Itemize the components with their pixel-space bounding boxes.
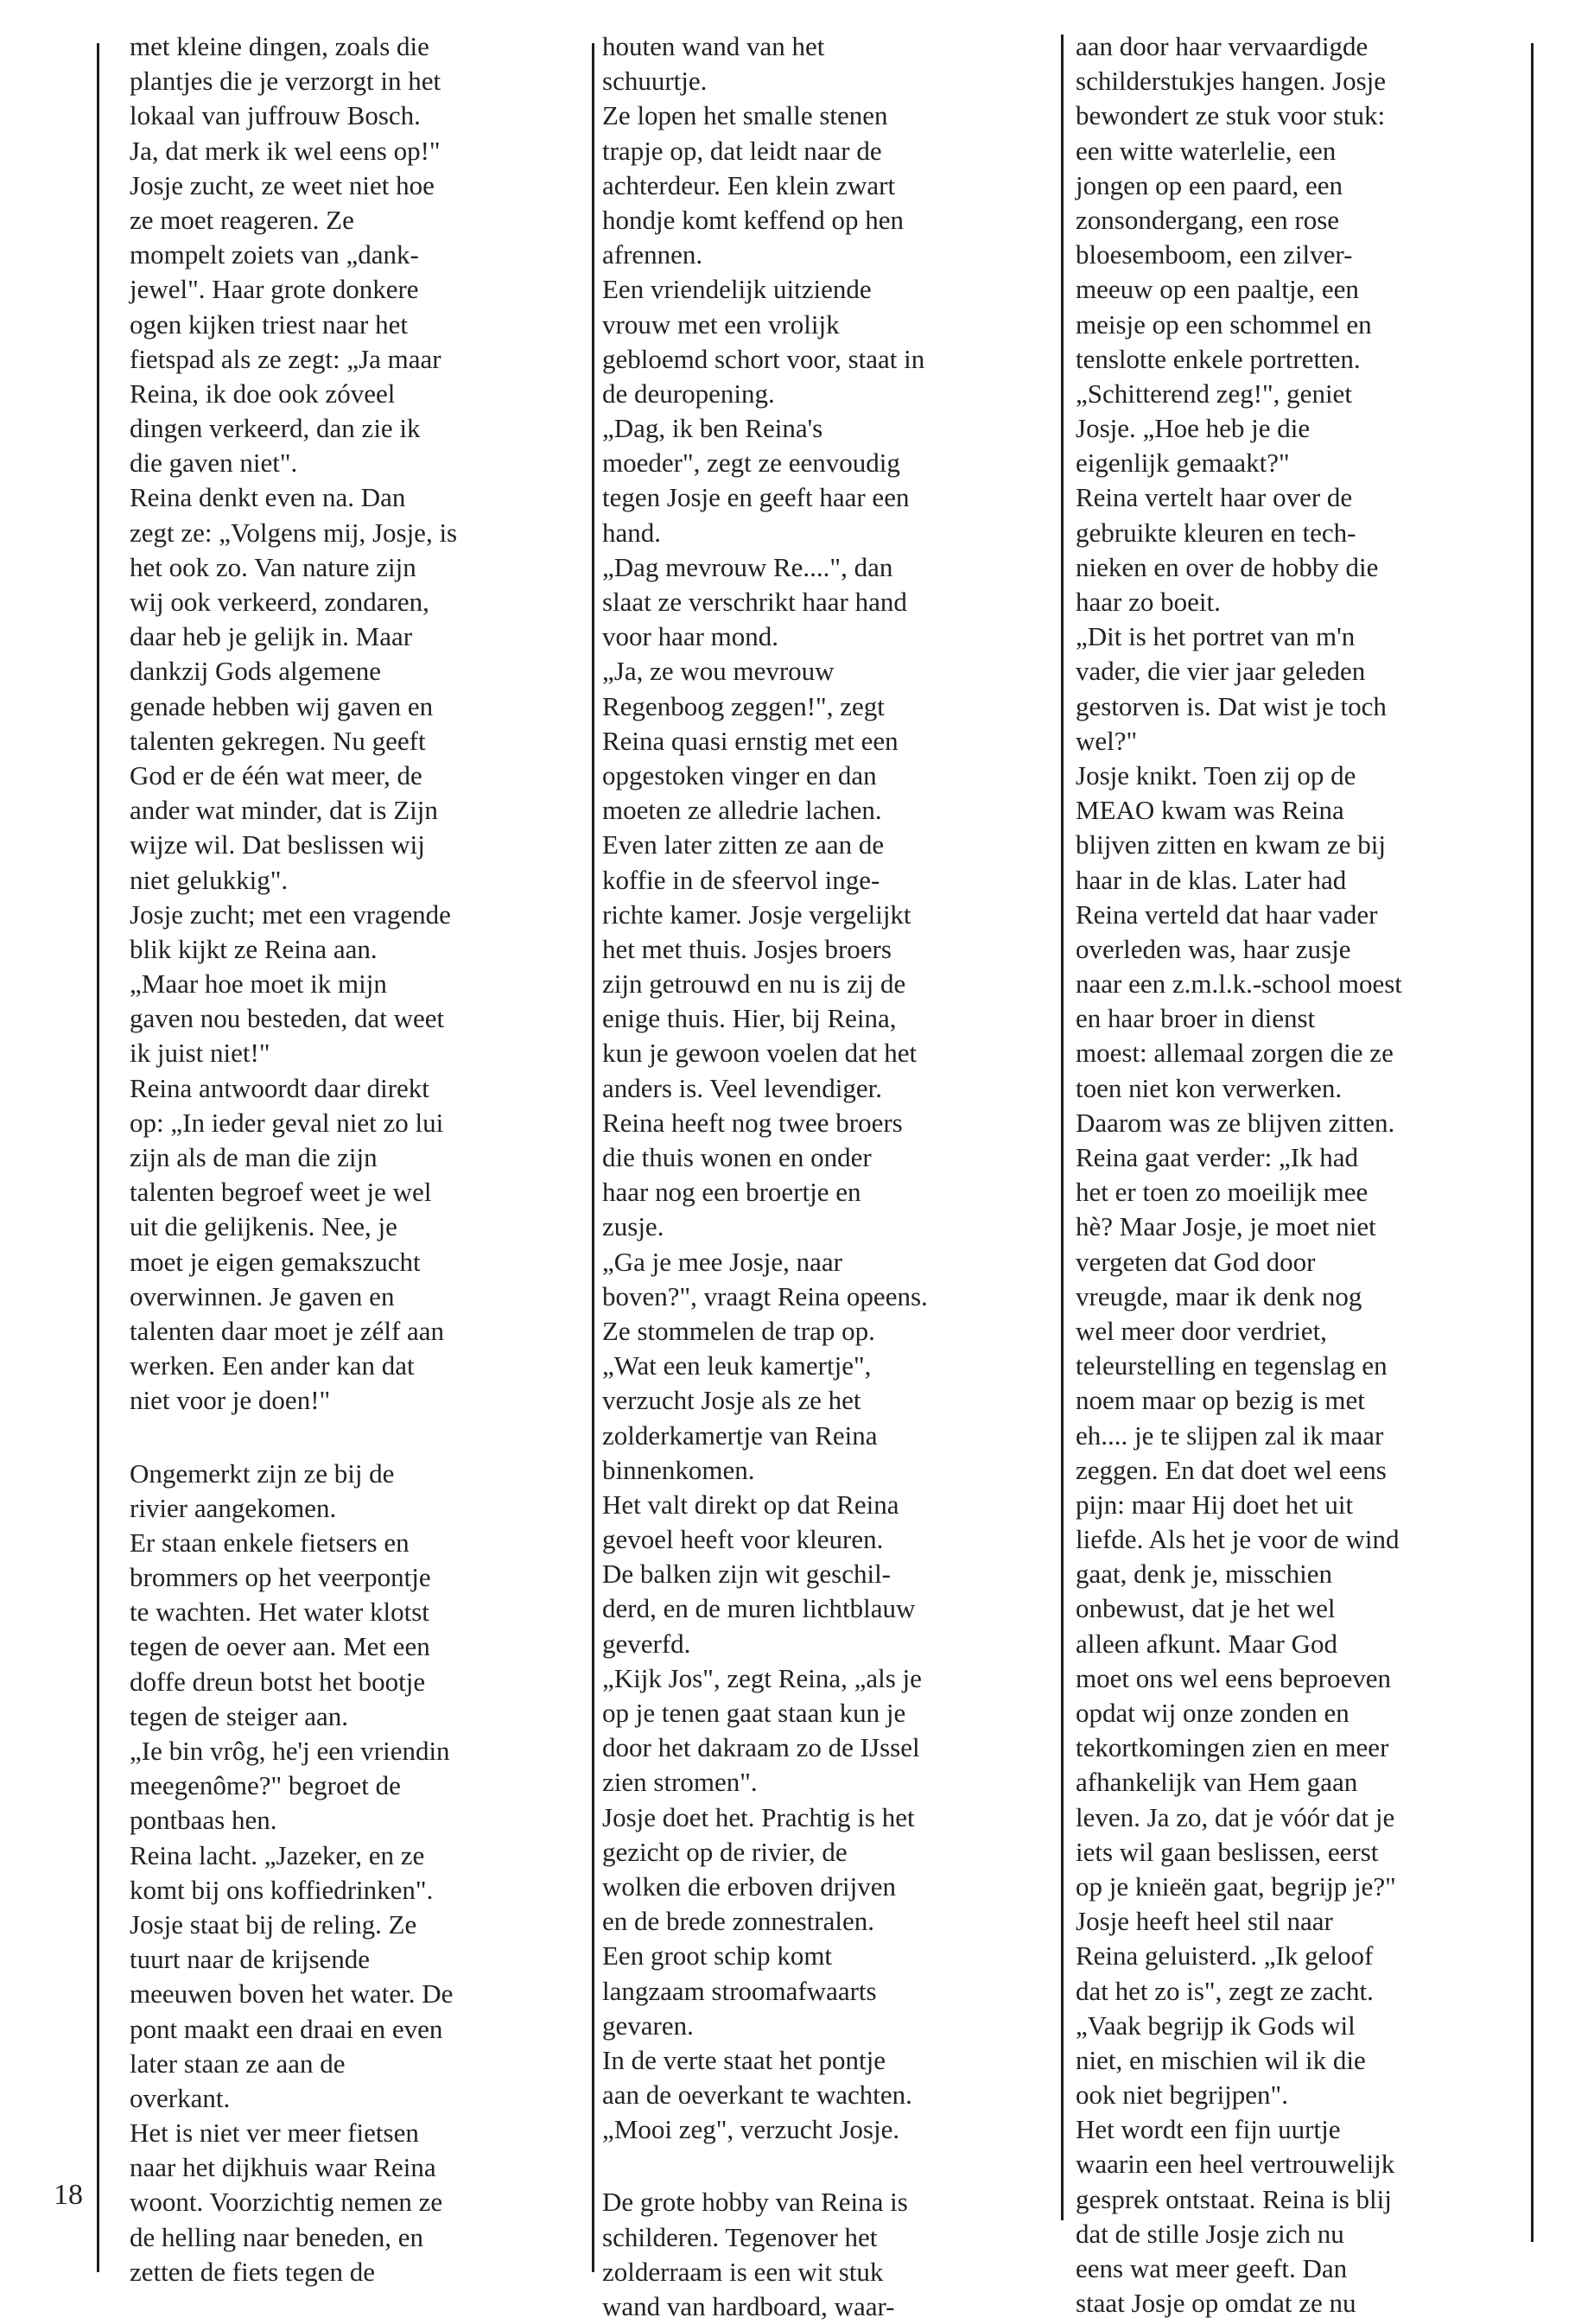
text-line: opgestoken vinger en dan <box>602 759 877 791</box>
text-line: zeggen. En dat doet wel eens <box>1076 1454 1387 1485</box>
text-line: Reina heeft nog twee broers <box>602 1107 903 1138</box>
text-line: Reina, ik doe ook zóveel <box>130 378 396 409</box>
text-column-3 <box>1076 29 1542 2321</box>
text-line: Josje zucht; met een vragende <box>130 898 451 930</box>
text-line: gebruikte kleuren en tech- <box>1076 517 1356 548</box>
text-line: nieken en over de hobby die <box>1076 551 1379 582</box>
text-line: wijze wil. Dat beslissen wij <box>130 829 425 860</box>
text-line: Josje staat bij de reling. Ze <box>130 1908 417 1940</box>
text-line: eh.... je te slijpen zal ik maar <box>1076 1419 1384 1451</box>
text-line: Even later zitten ze aan de <box>602 829 885 860</box>
text-line: overkant. <box>130 2082 231 2113</box>
text-line: niet, en mischien wil ik die <box>1076 2044 1366 2075</box>
text-line: blijven zitten en kwam ze bij <box>1076 829 1386 860</box>
text-line: op je tenen gaat staan kun je <box>602 1698 906 1728</box>
text-line: zonsondergang, een rose <box>1076 204 1340 235</box>
text-line: de deuropening. <box>602 378 775 409</box>
text-line: woont. Voorzichtig nemen ze <box>130 2187 443 2218</box>
text-line: moeten ze alledrie lachen. <box>602 795 882 826</box>
text-line: dat de stille Josje zich nu <box>1076 2218 1344 2249</box>
text-line: schilderstukjes hangen. Josje <box>1076 66 1387 97</box>
text-line: pont maakt een draai en even <box>130 2013 443 2044</box>
text-line: bewondert ze stuk voor stuk: <box>1076 100 1386 131</box>
text-line: boven?", vraagt Reina opeens. <box>602 1280 928 1311</box>
text-line: Josje zucht, ze weet niet hoe <box>130 169 435 200</box>
text-line: hondje komt keffend op hen <box>602 204 904 235</box>
text-line: „Dit is het portret van m'n <box>1076 621 1356 652</box>
text-line: die thuis wonen en onder <box>602 1142 872 1172</box>
text-line: kun je gewoon voelen dat het <box>602 1038 918 1069</box>
text-line: tenslotte enkele portretten. <box>1076 343 1361 374</box>
text-line: eigenlijk gemaakt?" <box>1076 448 1290 479</box>
text-line: werken. Een ander kan dat <box>130 1350 415 1381</box>
text-line: vreugde, maar ik denk nog <box>1076 1280 1362 1311</box>
text-line: derd, en de muren lichtblauw <box>602 1593 916 1624</box>
text-line: jongen op een paard, een <box>1076 169 1343 200</box>
text-line: waarin een heel vertrouwelijk <box>1076 2149 1395 2180</box>
text-line: zolderkamertje van Reina <box>602 1419 878 1451</box>
text-line: opdat wij onze zonden en <box>1076 1698 1350 1728</box>
text-line: zusje. <box>602 1211 664 1242</box>
text-line: doffe dreun botst het bootje <box>130 1666 426 1697</box>
text-line: noem maar op bezig is met <box>1076 1385 1365 1416</box>
text-line: zien stromen". <box>602 1767 758 1798</box>
text-line: teleurstelling en tegenslag en <box>1076 1350 1388 1381</box>
text-line: moet je eigen gemakszucht <box>130 1246 421 1277</box>
text-line: en de brede zonnestralen. <box>602 1906 875 1937</box>
text-line: Een vriendelijk uitziende <box>602 274 872 305</box>
text-line: enige thuis. Hier, bij Reina, <box>602 1003 897 1034</box>
text-line: „Mooi zeg", verzucht Josje. <box>602 2114 900 2145</box>
text-line: langzaam stroomafwaarts <box>602 1975 877 2006</box>
text-line: Reina denkt even na. Dan <box>130 482 406 513</box>
text-line: Reina antwoordt daar direkt <box>130 1072 429 1103</box>
text-line: zegt ze: „Volgens mij, Josje, is <box>130 517 458 548</box>
text-line: talenten begroef weet je wel <box>130 1177 432 1208</box>
page-number: 18 <box>54 2179 83 2211</box>
column-rule-left <box>97 43 99 2272</box>
text-line: pijn: maar Hij doet het uit <box>1076 1489 1354 1520</box>
text-line: gesprek ontstaat. Reina is blij <box>1076 2183 1392 2214</box>
text-line: ogen kijken triest naar het <box>130 308 408 340</box>
text-line: Ze lopen het smalle stenen <box>602 100 888 131</box>
text-line: naar een z.m.l.k.-school moest <box>1076 968 1402 1000</box>
text-line: God er de één wat meer, de <box>130 759 422 791</box>
text-line: dat het zo is", zegt ze zacht. <box>1076 1975 1374 2006</box>
text-line: fietspad als ze zegt: „Ja maar <box>130 343 441 374</box>
text-line: aan de oeverkant te wachten. <box>602 2080 912 2111</box>
text-line: alleen afkunt. Maar God <box>1076 1628 1337 1659</box>
text-line: die gaven niet". <box>130 448 298 479</box>
text-line: wand van hardboard, waar- <box>602 2291 895 2321</box>
text-line: „Dag, ik ben Reina's <box>602 413 823 444</box>
text-line: meisje op een schommel en <box>1076 308 1372 340</box>
text-line: vergeten dat God door <box>1076 1246 1316 1277</box>
text-line: gevoel heeft voor kleuren. <box>602 1524 884 1555</box>
text-line: haar nog een broertje en <box>602 1177 861 1208</box>
text-line: haar in de klas. Later had <box>1076 864 1347 895</box>
text-line: Ongemerkt zijn ze bij de <box>130 1457 395 1489</box>
text-line: moet ons wel eens beproeven <box>1076 1662 1391 1693</box>
text-line: rivier aangekomen. <box>130 1492 337 1523</box>
text-line: „Ja, ze wou mevrouw <box>602 656 835 687</box>
text-line: verzucht Josje als ze het <box>602 1385 861 1416</box>
text-line: gezicht op de rivier, de <box>602 1836 848 1867</box>
text-line: tegen Josje en geeft haar een <box>602 482 910 513</box>
text-line: Het wordt een fijn uurtje <box>1076 2114 1341 2145</box>
text-line: dankzij Gods algemene <box>130 656 381 687</box>
text-line: staat Josje op omdat ze nu <box>1076 2288 1356 2319</box>
text-line: achterdeur. Een klein zwart <box>602 169 896 200</box>
text-line: haar zo boeit. <box>1076 587 1221 617</box>
text-line: met kleine dingen, zoals die <box>130 31 429 61</box>
text-line: talenten daar moet je zélf aan <box>130 1315 445 1346</box>
text-line: het er toen zo moeilijk mee <box>1076 1177 1369 1208</box>
text-line: „Vaak begrijp ik Gods wil <box>1076 2010 1356 2041</box>
text-line: Reina lacht. „Jazeker, en ze <box>130 1839 425 1870</box>
text-line: houten wand van het <box>602 31 825 61</box>
text-line: naar het dijkhuis waar Reina <box>130 2152 436 2183</box>
text-line: lokaal van juffrouw Bosch. <box>130 100 421 131</box>
text-line: hand. <box>602 517 662 548</box>
text-line: slaat ze verschrikt haar hand <box>602 587 907 617</box>
text-line: onbewust, dat je het wel <box>1076 1593 1336 1624</box>
column-rule-2 <box>1061 35 1064 2220</box>
text-line: jewel". Haar grote donkere <box>130 274 419 305</box>
text-line: tekortkomingen zien en meer <box>1076 1732 1389 1763</box>
text-line: pontbaas hen. <box>130 1805 277 1836</box>
text-line: plantjes die je verzorgt in het <box>130 66 441 97</box>
text-line: uit die gelijkenis. Nee, je <box>130 1211 397 1242</box>
text-line: Reina vertelt haar over de <box>1076 482 1353 513</box>
text-line: dingen verkeerd, dan zie ik <box>130 413 421 444</box>
text-line: ander wat minder, dat is Zijn <box>130 795 438 826</box>
text-line: wij ook verkeerd, zondaren, <box>130 587 429 617</box>
text-line: liefde. Als het je voor de wind <box>1076 1524 1400 1555</box>
text-line: eens wat meer geeft. Dan <box>1076 2253 1348 2283</box>
text-line: genade hebben wij gaven en <box>130 690 434 721</box>
text-line: op je knieën gaat, begrijp je?" <box>1076 1870 1396 1902</box>
text-line: op: „In ieder geval niet zo lui <box>130 1107 444 1138</box>
text-line: het met thuis. Josjes broers <box>602 933 892 964</box>
text-line: daar heb je gelijk in. Maar <box>130 621 413 652</box>
text-line: „Dag mevrouw Re....", dan <box>602 551 893 582</box>
text-line: ik juist niet!" <box>130 1038 270 1069</box>
text-line: meegenôme?" begroet de <box>130 1770 401 1801</box>
text-line: trapje op, dat leidt naar de <box>602 135 882 166</box>
text-line: bloesemboom, een zilver- <box>1076 239 1353 270</box>
text-line: koffie in de sfeervol inge- <box>602 864 880 895</box>
text-line: Josje heeft heel stil naar <box>1076 1906 1333 1937</box>
text-line: brommers op het veerpontje <box>130 1562 431 1593</box>
text-line: zolderraam is een wit stuk <box>602 2256 884 2287</box>
text-line: Reina gaat verder: „Ik had <box>1076 1142 1359 1172</box>
text-line: Josje. „Hoe heb je die <box>1076 413 1311 444</box>
text-line: gestorven is. Dat wist je toch <box>1076 690 1387 721</box>
text-line: wolken die erboven drijven <box>602 1870 897 1902</box>
text-line: gevaren. <box>602 2010 694 2041</box>
text-line: zijn als de man die zijn <box>130 1142 378 1172</box>
text-line: Daarom was ze blijven zitten. <box>1076 1107 1395 1138</box>
text-line: Ze stommelen de trap op. <box>602 1315 875 1346</box>
text-line: vader, die vier jaar geleden <box>1076 656 1366 687</box>
text-line: In de verte staat het pontje <box>602 2044 886 2075</box>
text-line: Reina quasi ernstig met een <box>602 725 899 756</box>
text-line: talenten gekregen. Nu geeft <box>130 725 426 756</box>
text-line: Het is niet ver meer fietsen <box>130 2118 419 2149</box>
text-line: Josje knikt. Toen zij op de <box>1076 759 1356 791</box>
text-line: zetten de fiets tegen de <box>130 2256 376 2287</box>
text-line: schilderen. Tegenover het <box>602 2221 878 2252</box>
text-line: hè? Maar Josje, je moet niet <box>1076 1211 1376 1242</box>
text-line: schuurtje. <box>602 66 708 97</box>
text-line: „Kijk Jos", zegt Reina, „als je <box>602 1662 922 1693</box>
text-line: gaven nou besteden, dat weet <box>130 1003 445 1034</box>
text-line: Regenboog zeggen!", zegt <box>602 690 885 721</box>
paragraph-gap <box>602 2147 1051 2185</box>
text-line: te wachten. Het water klotst <box>130 1597 429 1628</box>
text-line: „Ga je mee Josje, naar <box>602 1246 843 1277</box>
text-line: wel meer door verdriet, <box>1076 1315 1327 1346</box>
text-line: gebloemd schort voor, staat in <box>602 343 925 374</box>
column-rule-1 <box>592 43 594 2272</box>
text-line: afhankelijk van Hem gaan <box>1076 1767 1358 1798</box>
text-line: wel?" <box>1076 725 1138 756</box>
text-line: Een groot schip komt <box>602 1940 833 1972</box>
text-line: meeuwen boven het water. De <box>130 1978 454 2010</box>
text-line: leven. Ja zo, dat je vóór dat je <box>1076 1801 1395 1832</box>
text-line: moeder", zegt ze eenvoudig <box>602 448 900 479</box>
text-line: blik kijkt ze Reina aan. <box>130 933 378 964</box>
paragraph-gap <box>130 1419 579 1457</box>
text-line: Ja, dat merk ik wel eens op!" <box>130 135 441 166</box>
text-line: iets wil gaan beslissen, eerst <box>1076 1836 1379 1867</box>
text-line: moest: allemaal zorgen die ze <box>1076 1038 1394 1069</box>
text-line: niet gelukkig". <box>130 864 289 895</box>
text-line: „Schitterend zeg!", geniet <box>1076 378 1352 409</box>
text-line: Reina geluisterd. „Ik geloof <box>1076 1940 1374 1972</box>
text-line: ook niet begrijpen". <box>1076 2080 1288 2111</box>
text-line: de helling naar beneden, en <box>130 2221 423 2252</box>
text-line: niet voor je doen!" <box>130 1385 331 1416</box>
text-line: tegen de steiger aan. <box>130 1700 349 1731</box>
text-line: komt bij ons koffiedrinken". <box>130 1874 434 1905</box>
text-line: Het valt direkt op dat Reina <box>602 1489 899 1520</box>
text-line: aan door haar vervaardigde <box>1076 31 1369 61</box>
text-line: Josje doet het. Prachtig is het <box>602 1801 915 1832</box>
text-line: het ook zo. Van nature zijn <box>130 551 416 582</box>
text-line: gaat, denk je, misschien <box>1076 1559 1332 1590</box>
text-line: en haar broer in dienst <box>1076 1003 1316 1034</box>
text-line: „Maar hoe moet ik mijn <box>130 968 387 1000</box>
text-line: voor haar mond. <box>602 621 779 652</box>
text-line: ze moet reageren. Ze <box>130 204 354 235</box>
text-line: De balken zijn wit geschil- <box>602 1559 892 1590</box>
text-line: afrennen. <box>602 239 703 270</box>
text-line: Er staan enkele fietsers en <box>130 1527 410 1558</box>
text-line: tuurt naar de krijsende <box>130 1944 371 1975</box>
text-line: richte kamer. Josje vergelijkt <box>602 898 911 930</box>
text-line: tegen de oever aan. Met een <box>130 1631 430 1662</box>
text-line: Reina verteld dat haar vader <box>1076 898 1378 930</box>
text-line: MEAO kwam was Reina <box>1076 795 1344 826</box>
text-line: door het dakraam zo de IJssel <box>602 1732 920 1763</box>
text-line: De grote hobby van Reina is <box>602 2187 908 2218</box>
text-line: zijn getrouwd en nu is zij de <box>602 968 906 1000</box>
text-line: „Ie bin vrôg, he'j een vriendin <box>130 1736 450 1766</box>
text-line: later staan ze aan de <box>130 2048 346 2079</box>
text-line: binnenkomen. <box>602 1454 755 1485</box>
text-line: geverfd. <box>602 1628 691 1659</box>
text-line: overwinnen. Je gaven en <box>130 1280 395 1311</box>
text-line: vrouw met een vrolijk <box>602 308 840 340</box>
text-column-1 <box>130 29 579 2289</box>
text-line: een witte waterlelie, een <box>1076 135 1337 166</box>
text-line: overleden was, haar zusje <box>1076 933 1351 964</box>
text-line: meeuw op een paaltje, een <box>1076 274 1359 305</box>
text-line: anders is. Veel levendiger. <box>602 1072 882 1103</box>
text-line: toen niet kon verwerken. <box>1076 1072 1343 1103</box>
text-line: mompelt zoiets van „dank- <box>130 239 419 270</box>
text-line: „Wat een leuk kamertje", <box>602 1350 872 1381</box>
text-column-2 <box>602 29 1051 2324</box>
